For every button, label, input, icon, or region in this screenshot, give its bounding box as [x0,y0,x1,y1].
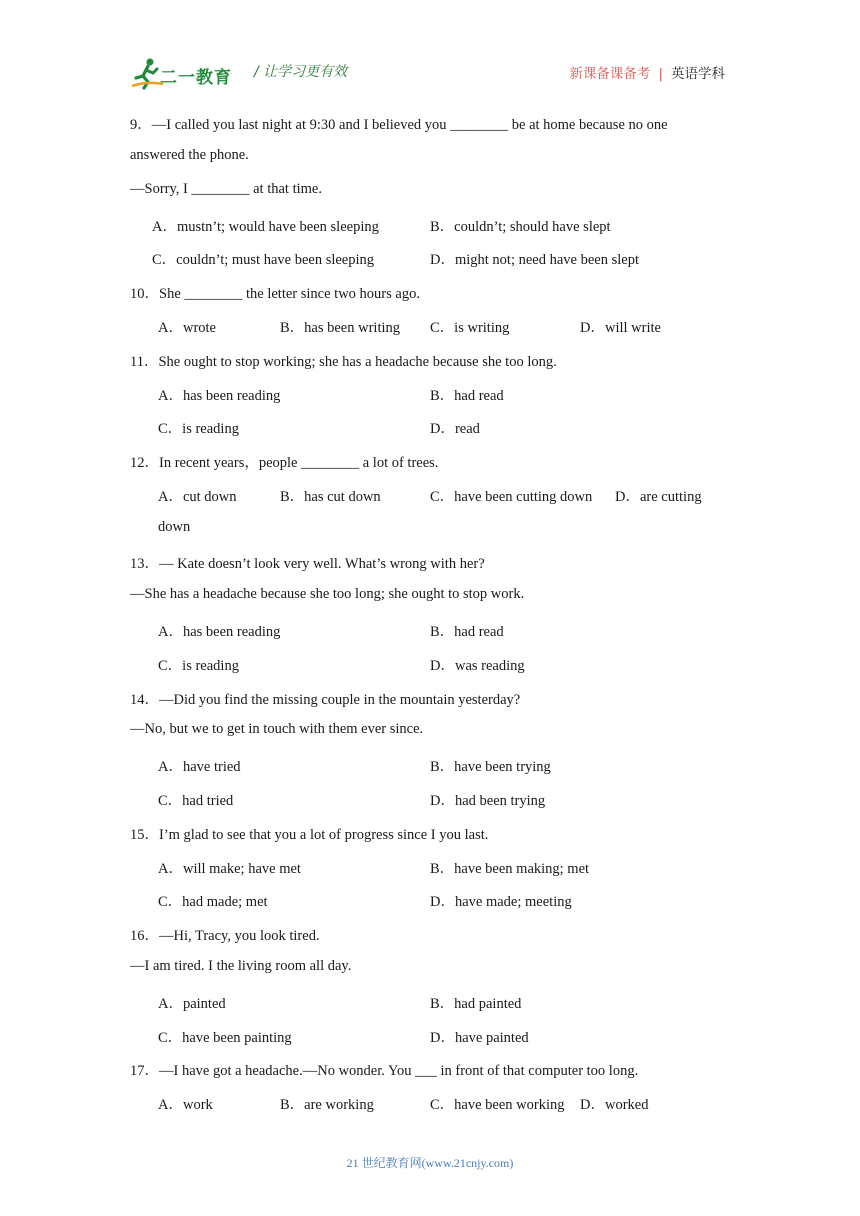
q13-option-c[interactable]: C．is reading [158,658,239,674]
q10-option-d[interactable]: D．will write [580,320,661,336]
question-11-line-1: 11．She ought to stop working; she has a headache because she too long. [130,354,557,370]
q12-option-d[interactable]: D．are cutting [615,489,702,505]
q11-option-a[interactable]: A．has been reading [158,388,281,404]
q9-option-b[interactable]: B．couldn’t; should have slept [430,219,611,235]
q12-option-a[interactable]: A．cut down [158,489,237,505]
q13-option-b[interactable]: B．had read [430,624,504,640]
header-subject: 英语学科 [671,66,725,82]
q9-option-d[interactable]: D．might not; need have been slept [430,252,639,268]
q17-option-b[interactable]: B．are working [280,1097,374,1113]
question-12-line-1: 12．In recent years，people ________ a lot of trees. [130,455,439,471]
question-14-line-2: —No, but we to get in touch with them ever since. [130,721,424,737]
q13-option-d[interactable]: D．was reading [430,658,525,674]
q11-option-d[interactable]: D．read [430,421,480,437]
q14-option-d[interactable]: D．had been trying [430,793,546,809]
q15-option-b[interactable]: B．have been making; met [430,861,590,877]
q10-option-b[interactable]: B．has been writing [280,320,401,336]
q12-option-d-continued: down [158,519,191,535]
question-14-line-1: 14．—Did you find the missing couple in the mountain yesterday? [130,692,521,708]
q9-option-a[interactable]: A．mustn’t; would have been sleeping [152,219,379,235]
question-13-line-1: 13．— Kate doesn’t look very well. What’s wrong with her? [130,556,485,572]
logo [130,56,240,90]
question-16-line-1: 16．—Hi, Tracy, you look tired. [130,928,320,944]
q15-option-c[interactable]: C．had made; met [158,894,268,910]
question-16-line-2: —I am tired. I the living room all day. [130,958,352,974]
q16-option-a[interactable]: A．painted [158,996,226,1012]
q15-option-a[interactable]: A．will make; have met [158,861,301,877]
question-13-line-2: —She has a headache because she too long; she ought to stop work. [130,586,525,602]
q14-option-b[interactable]: B．have been trying [430,759,551,775]
q14-option-a[interactable]: A．have tried [158,759,241,775]
q10-option-c[interactable]: C．is writing [430,320,510,336]
q16-option-c[interactable]: C．have been painting [158,1030,292,1046]
question-9-line-3: —Sorry, I ________ at that time. [130,181,322,197]
header-right [569,62,725,82]
question-9-line-2: answered the phone. [130,147,249,163]
q15-option-d[interactable]: D．have made; meeting [430,894,572,910]
page-footer: 21 世纪教育网(www.21cnjy.com) [346,1156,514,1170]
header-separator: | [658,66,663,82]
q11-option-b[interactable]: B．had read [430,388,504,404]
q14-option-c[interactable]: C．had tried [158,793,234,809]
header-course-label: 新课备课备考 [569,66,651,82]
q9-option-c[interactable]: C．couldn’t; must have been sleeping [152,252,375,268]
q12-option-b[interactable]: B．has cut down [280,489,381,505]
q17-option-c[interactable]: C．have been working [430,1097,565,1113]
runner-logo-icon [130,56,164,90]
q11-option-c[interactable]: C．is reading [158,421,239,437]
question-15-line-1: 15．I’m glad to see that you a lot of progress since I you last. [130,827,489,843]
page-header [130,56,725,92]
q13-option-a[interactable]: A．has been reading [158,624,281,640]
q16-option-b[interactable]: B．had painted [430,996,522,1012]
q17-option-d[interactable]: D．worked [580,1097,649,1113]
q17-option-a[interactable]: A．work [158,1097,213,1113]
question-9-line-1: 9．—I called you last night at 9:30 and I believed you ________ be at home because no one [130,117,668,133]
question-10-line-1: 10．She ________ the letter since two hours ago. [130,286,420,302]
question-17-line-1: 17．—I have got a headache.—No wonder. You ___ in front of that computer too long. [130,1063,639,1079]
q16-option-d[interactable]: D．have painted [430,1030,529,1046]
logo-text: 二一教育 [160,68,232,88]
q10-option-a[interactable]: A．wrote [158,320,216,336]
header-slogan: / 让学习更有效 [254,64,348,80]
q12-option-c[interactable]: C．have been cutting down [430,489,593,505]
